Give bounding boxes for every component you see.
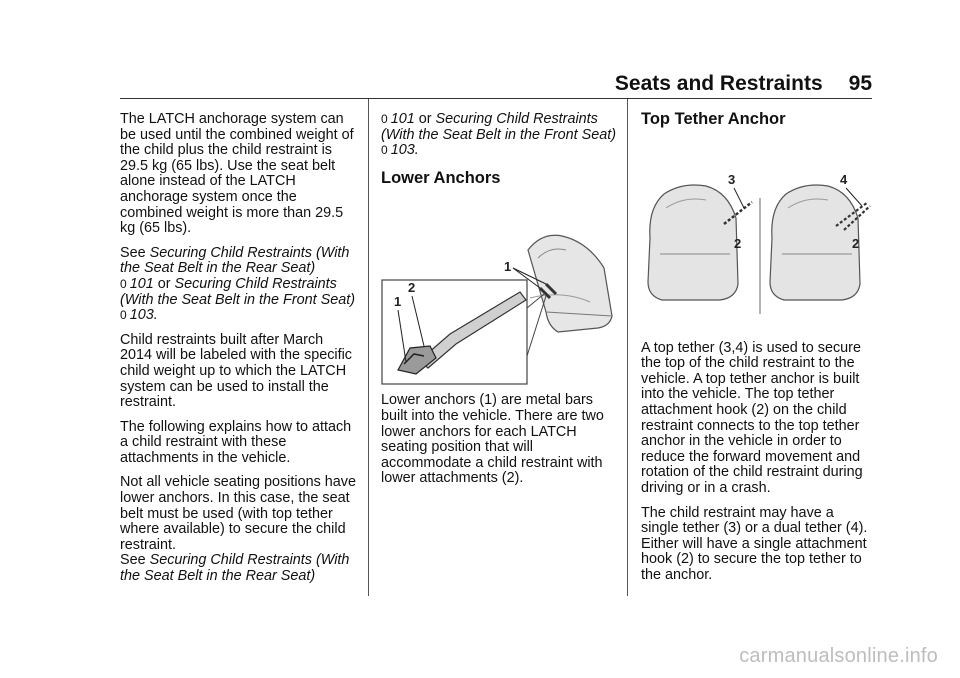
watermark: carmanualsonline.info	[739, 645, 938, 667]
heading-top-tether-anchor: Top Tether Anchor	[641, 110, 786, 128]
paragraph-explains: The following explains how to attach a child restraint with these attachments in the vehicle.	[120, 418, 352, 466]
page-ref-icon: 0	[120, 308, 127, 323]
callout-4: 4	[840, 172, 848, 187]
header-rule	[120, 98, 872, 99]
lower-anchors-illustration	[380, 228, 616, 388]
top-tether-illustration	[640, 168, 876, 328]
callout-3: 3	[728, 172, 736, 187]
paragraph-see-references: See Securing Child Restraints (With the Seat Belt in the Rear Seat) 0 101 or Securing Child Restraints (With the Seat Belt in the Front Seat) 0 103.	[120, 244, 356, 324]
page-link[interactable]: 103.	[390, 142, 419, 159]
page-link[interactable]: 103.	[129, 307, 158, 324]
paragraph-continued-refs: 0 101 or Securing Child Restraints (With the Seat Belt in the Front Seat) 0 103.	[381, 111, 617, 159]
paragraph-seating-positions: Not all vehicle seating positions have lower anchors. In this case, the seat belt must be used (with top tether where available) to secure the child restraint. See Securing Child Restraints (With the Seat Belt in the Rear Seat)	[120, 474, 356, 585]
paragraph-tether-types: The child restraint may have a single tether (3) or a dual tether (4). Either will have a single attachment hook (2) to secure the top tether to the anchor.	[641, 504, 868, 583]
callout-1-inset: 1	[394, 294, 402, 309]
page-number: 95	[848, 72, 872, 95]
paragraph-lower-anchors: Lower anchors (1) are metal bars built into the vehicle. There are two lower anchors for each LATCH seating position that will accommodate a child restraint with lower attachments (2).	[381, 392, 604, 487]
cross-reference-link[interactable]: Securing Child Restraints (With the Seat Belt in the Rear Seat)	[120, 552, 350, 585]
section-title: Seats and Restraints	[614, 72, 823, 95]
page-link[interactable]: 101	[390, 111, 415, 127]
heading-lower-anchors: Lower Anchors	[381, 168, 501, 187]
page-ref-icon: 0	[120, 276, 127, 291]
page-ref-icon: 0	[381, 143, 388, 158]
page-header	[615, 72, 872, 96]
page-link[interactable]: 101	[129, 275, 154, 292]
column-divider-2	[627, 99, 628, 596]
paragraph-latch-limit: The LATCH anchorage system can be used until the combined weight of the child plus the child restraint is 29.5 kg (65 lbs). Use the seat belt alone instead of the LATCH anchorage system once the combined weight is more than 29.5 kg (65 lbs).	[120, 111, 354, 237]
cross-reference-link[interactable]: Securing Child Restraints (With the Seat Belt in the Rear Seat)	[120, 244, 350, 277]
cross-reference-link[interactable]: Securing Child Restraints (With the Seat Belt in the Front Seat)	[120, 275, 356, 308]
callout-2-left: 2	[734, 236, 742, 251]
page-ref-icon: 0	[381, 112, 388, 126]
paragraph-labeling: Child restraints built after March 2014 will be labeled with the specific child weight up to which the LATCH system can be used to install the restraint.	[120, 331, 352, 411]
cross-reference-link[interactable]: Securing Child Restraints (With the Seat Belt in the Front Seat)	[381, 111, 617, 143]
callout-1: 1	[504, 259, 512, 274]
column-divider-1	[368, 99, 369, 596]
column-1	[120, 112, 356, 594]
callout-2: 2	[408, 280, 416, 295]
callout-2-right: 2	[852, 236, 860, 251]
paragraph-top-tether: A top tether (3,4) is used to secure the top of the child restraint to the vehicle. A top tether anchor is built into the vehicle. The top tether attachment hook (2) on the child restraint connects to the top tether anchor in the vehicle in order to reduce the forward movement and rotation of the child restraint during driving or in a crash.	[641, 339, 863, 496]
